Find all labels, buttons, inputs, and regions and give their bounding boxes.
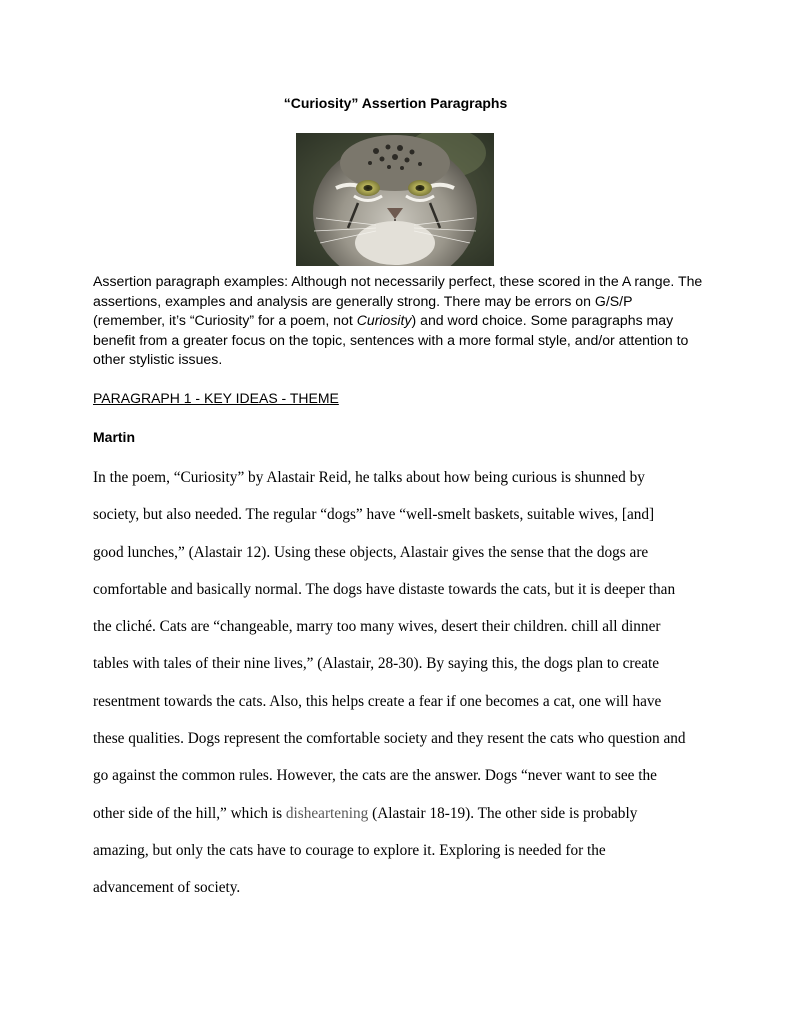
essay-line: resentment towards the cats. Also, this helps create a fear if one becomes a cat, one will have	[93, 692, 662, 710]
intro-text-start: Assertion paragraph examples: Although not necessarily perfect, these scored in the A range. The assertions, examples and analysis are generally strong. There may be errors on G/S/P (remember, it’s “Curiosity” for a poem, not	[93, 273, 703, 329]
essay-line: tables with tales of their nine lives,” (Alastair, 28-30). By saying this, the dogs plan to create	[93, 655, 660, 673]
intro-italic-title: Curiosity	[356, 312, 412, 329]
essay-line-text: other side of the hill,” which is	[93, 804, 286, 822]
author-name: Martin	[93, 429, 135, 445]
essay-line: comfortable and basically normal. The dogs have distaste towards the cats, but it is deeper than	[93, 580, 676, 598]
essay-line: go against the common rules. However, the cats are the answer. Dogs “never want to see the	[93, 767, 657, 785]
essay-line: advancement of society.	[93, 879, 241, 897]
essay-line: society, but also needed. The regular “dogs” have “well-smelt baskets, suitable wives, [and]	[93, 506, 655, 524]
page-title: “Curiosity” Assertion Paragraphs	[283, 95, 508, 111]
essay-line: In the poem, “Curiosity” by Alastair Reid, he talks about how being curious is shunned by	[93, 469, 645, 486]
intro-paragraph	[93, 272, 703, 370]
essay-line-text: (Alastair 18-19). The other side is probably	[368, 804, 638, 822]
essay-paragraph	[93, 459, 703, 907]
intro-text-end: ) and word choice. Some paragraphs may benefit from a greater focus on the topic, sentences with a more formal style, and/or attention to other stylistic issues.	[93, 312, 689, 368]
pallas-cat-photo	[296, 133, 494, 266]
highlighted-word: disheartening	[285, 804, 369, 822]
essay-line: amazing, but only the cats have to courage to explore it. Exploring is needed for the	[93, 841, 606, 859]
essay-line: the cliché. Cats are “changeable, marry too many wives, desert their children. chill all dinner	[93, 618, 661, 636]
essay-line: these qualities. Dogs represent the comfortable society and they resent the cats who question and	[93, 730, 686, 748]
section-heading: PARAGRAPH 1 - KEY IDEAS - THEME	[93, 390, 339, 406]
essay-line	[93, 795, 703, 832]
essay-line: good lunches,” (Alastair 12). Using these objects, Alastair gives the sense that the dogs are	[93, 543, 649, 561]
